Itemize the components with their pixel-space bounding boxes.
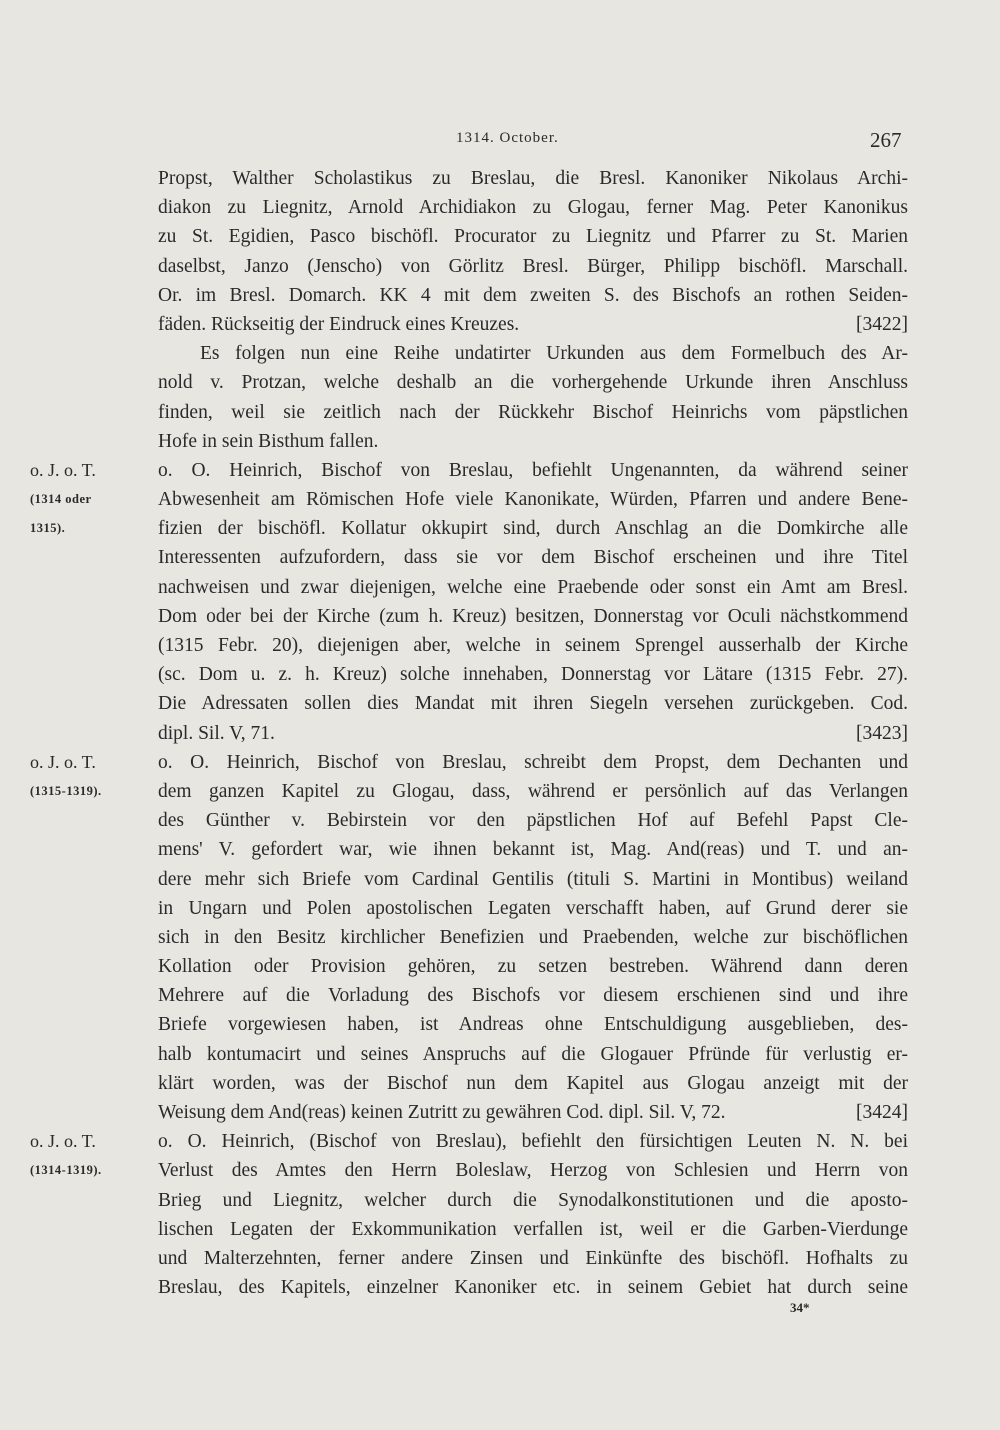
sheet-signature: 34* bbox=[790, 1300, 810, 1315]
line-text: (1315 Febr. 20), diejenigen aber, welche in seinem Sprengel ausserhalb der Kirche bbox=[158, 635, 908, 656]
line-text: Dom oder bei der Kirche (zum h. Kreuz) besitzen, Donnerstag vor Oculi nächstkommend bbox=[158, 605, 908, 627]
text-line bbox=[0, 398, 1000, 427]
text-line bbox=[0, 1273, 1000, 1302]
text-line bbox=[0, 1127, 1000, 1156]
line-text: Hofe in sein Bisthum fallen. bbox=[158, 430, 379, 452]
line-text: lischen Legaten der Exkommunikation verfallen ist, weil er die Garben-Vierdunge bbox=[158, 1218, 908, 1240]
document-number: [3423] bbox=[856, 722, 908, 744]
line-text: halb kontumacirt und seines Anspruchs auf die Glogauer Pfründe für verlustig er- bbox=[158, 1043, 908, 1065]
margin-note: o. J. o. T. bbox=[30, 751, 96, 772]
text-line bbox=[0, 602, 1000, 631]
line-text: nachweisen und zwar diejenigen, welche eine Praebende oder sonst ein Amt am Bresl. bbox=[158, 576, 908, 598]
page-body bbox=[0, 164, 1000, 1302]
line-text: dipl. Sil. V, 71. bbox=[158, 722, 275, 744]
line-text: Weisung dem And(reas) keinen Zutritt zu gewähren Cod. dipl. Sil. V, 72. bbox=[158, 1102, 726, 1123]
text-line bbox=[0, 777, 1000, 806]
line-text: in Ungarn und Polen apostolischen Legaten verschafft haben, auf Grund derer sie bbox=[158, 897, 908, 919]
text-line bbox=[0, 543, 1000, 572]
text-line bbox=[0, 164, 1000, 193]
text-line bbox=[0, 1244, 1000, 1273]
line-text: des Günther v. Bebirstein vor den päpstlichen Hof auf Befehl Papst Cle- bbox=[158, 810, 908, 832]
text-line bbox=[0, 835, 1000, 864]
text-line bbox=[0, 689, 1000, 718]
document-number: [3422] bbox=[856, 313, 908, 335]
text-line bbox=[0, 1156, 1000, 1185]
line-text: Die Adressaten sollen dies Mandat mit ihren Siegeln versehen zurückgeben. Cod. bbox=[158, 693, 908, 715]
text-line bbox=[0, 193, 1000, 222]
text-line bbox=[0, 952, 1000, 981]
line-text: finden, weil sie zeitlich nach der Rückkehr Bischof Heinrichs vom päpstlichen bbox=[158, 401, 908, 423]
text-line bbox=[0, 456, 1000, 485]
running-head: 1314. October. bbox=[456, 130, 559, 146]
text-line bbox=[0, 981, 1000, 1010]
line-text: nold v. Protzan, welche deshalb an die vorhergehende Urkunde ihren Anschluss bbox=[158, 372, 908, 394]
line-text: und Malterzehnten, ferner andere Zinsen und Einkünfte des bischöfl. Hofhalts zu bbox=[158, 1247, 908, 1269]
margin-date: 1315). bbox=[30, 521, 66, 536]
text-line bbox=[0, 1215, 1000, 1244]
line-text: fäden. Rückseitig der Eindruck eines Kreuzes. bbox=[158, 313, 520, 335]
text-line bbox=[0, 748, 1000, 777]
text-line bbox=[0, 573, 1000, 602]
text-line bbox=[0, 1040, 1000, 1069]
line-text: o. O. Heinrich, (Bischof von Breslau), befiehlt den fürsichtigen Leuten N. N. bei bbox=[158, 1131, 908, 1153]
line-text: Mehrere auf die Vorladung des Bischofs vor diesem erschienen sind und ihre bbox=[158, 985, 908, 1007]
line-text: sich in den Besitz kirchlicher Benefizien und Praebenden, welche zur bischöflichen bbox=[158, 926, 908, 948]
line-text: klärt worden, was der Bischof nun dem Kapitel aus Glogau anzeigt mit der bbox=[158, 1072, 908, 1094]
line-text: Abwesenheit am Römischen Hofe viele Kanonikate, Würden, Pfarren und andere Bene- bbox=[158, 489, 908, 511]
line-text: Interessenten aufzufordern, dass sie vor dem Bischof erscheinen und ihre Titel bbox=[158, 547, 908, 569]
line-text: Verlust des Amtes den Herrn Boleslaw, Herzog von Schlesien und Herrn von bbox=[158, 1160, 908, 1182]
text-line bbox=[0, 252, 1000, 281]
text-line bbox=[0, 1098, 1000, 1127]
margin-date: (1314 oder bbox=[30, 492, 92, 507]
text-line bbox=[0, 368, 1000, 397]
line-text: dere mehr sich Briefe vom Cardinal Gentilis (tituli S. Martini in Montibus) weiland bbox=[158, 868, 908, 890]
text-line bbox=[0, 485, 1000, 514]
line-text: Or. im Bresl. Domarch. KK 4 mit dem zweiten S. des Bischofs an rothen Seiden- bbox=[158, 284, 908, 306]
line-text: mens' V. gefordert war, wie ihnen bekannt ist, Mag. And(reas) und T. und an- bbox=[158, 839, 908, 861]
line-text: Kollation oder Provision gehören, zu setzen bestreben. Während dann deren bbox=[158, 956, 908, 978]
text-line bbox=[0, 427, 1000, 456]
line-text: o. O. Heinrich, Bischof von Breslau, schreibt dem Propst, dem Dechanten und bbox=[158, 751, 908, 773]
text-line bbox=[0, 631, 1000, 660]
text-line bbox=[0, 806, 1000, 835]
line-text: daselbst, Janzo (Jenscho) von Görlitz Bresl. Bürger, Philipp bischöfl. Marschall. bbox=[158, 255, 908, 277]
page-header bbox=[0, 128, 1000, 158]
text-line bbox=[0, 923, 1000, 952]
margin-note: o. J. o. T. bbox=[30, 1131, 96, 1152]
line-text: o. O. Heinrich, Bischof von Breslau, befiehlt Ungenannten, da während seiner bbox=[158, 459, 908, 481]
document-number: [3424] bbox=[856, 1102, 908, 1123]
text-line bbox=[0, 719, 1000, 748]
text-line bbox=[0, 894, 1000, 923]
text-line bbox=[0, 514, 1000, 543]
page-number: 267 bbox=[870, 128, 902, 152]
line-text: Brieg und Liegnitz, welcher durch die Synodalkonstitutionen und die aposto- bbox=[158, 1189, 908, 1211]
margin-note: o. J. o. T. bbox=[30, 459, 96, 480]
line-text: diakon zu Liegnitz, Arnold Archidiakon zu Glogau, ferner Mag. Peter Kanonikus bbox=[158, 197, 908, 219]
text-line bbox=[0, 339, 1000, 368]
line-text: (sc. Dom u. z. h. Kreuz) solche innehaben, Donnerstag vor Lätare (1315 Febr. 27). bbox=[158, 664, 908, 686]
text-line bbox=[0, 281, 1000, 310]
line-text: Breslau, des Kapitels, einzelner Kanoniker etc. in seinem Gebiet hat durch seine bbox=[158, 1277, 908, 1299]
text-line bbox=[0, 1186, 1000, 1215]
text-line bbox=[0, 660, 1000, 689]
line-text: fizien der bischöfl. Kollatur okkupirt sind, durch Anschlag an die Domkirche alle bbox=[158, 518, 908, 540]
line-text: dem ganzen Kapitel zu Glogau, dass, während er persönlich auf das Verlangen bbox=[158, 780, 908, 802]
text-line bbox=[0, 1010, 1000, 1039]
line-text: Briefe vorgewiesen haben, ist Andreas ohne Entschuldigung ausgeblieben, des- bbox=[158, 1014, 908, 1036]
line-text: Es folgen nun eine Reihe undatirter Urkunden aus dem Formelbuch des Ar- bbox=[200, 343, 908, 365]
text-line bbox=[0, 222, 1000, 251]
text-line bbox=[0, 865, 1000, 894]
text-line bbox=[0, 1069, 1000, 1098]
line-text: zu St. Egidien, Pasco bischöfl. Procurator zu Liegnitz und Pfarrer zu St. Marien bbox=[158, 226, 908, 248]
margin-date: (1315-1319). bbox=[30, 783, 102, 798]
line-text: Propst, Walther Scholastikus zu Breslau, die Bresl. Kanoniker Nikolaus Archi- bbox=[158, 168, 908, 189]
text-line bbox=[0, 310, 1000, 339]
margin-date: (1314-1319). bbox=[30, 1163, 102, 1178]
